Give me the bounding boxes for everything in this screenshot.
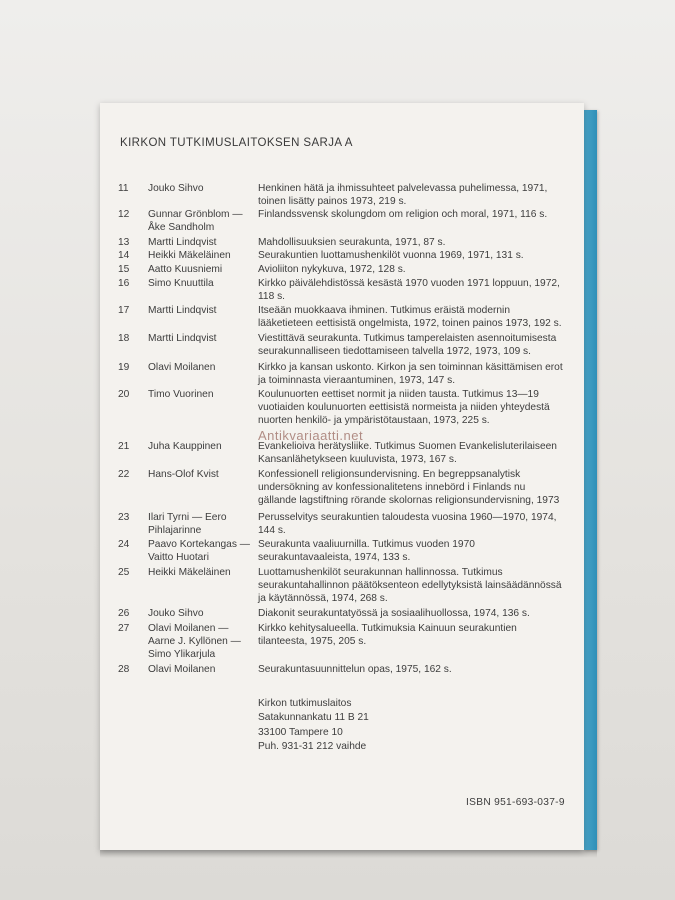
entry-author: Gunnar Grönblom — Åke Sandholm [148, 209, 243, 233]
entry-author: Jouko Sihvo [148, 183, 204, 194]
entry-number: 26 [118, 608, 130, 619]
entry-title: Evankelioiva herätysliike. Tutkimus Suomen Evankelisluterilaiseen Kansanlähetykseen kuuluvista, 1973, 167 s. [258, 441, 557, 465]
entry-number: 22 [118, 469, 130, 480]
address-line: Satakunnankatu 11 B 21 [258, 712, 369, 724]
entry-number: 25 [118, 567, 130, 578]
entry-author: Aatto Kuusniemi [148, 264, 223, 275]
entry-number: 19 [118, 362, 130, 373]
entry-author: Heikki Mäkeläinen [148, 250, 231, 261]
entry-title: Kirkko ja kansan uskonto. Kirkon ja sen toiminnan käsittämisen erot ja toiminnasta vieraantuminen, 1973, 147 s. [258, 362, 563, 386]
entry-number: 28 [118, 664, 130, 675]
entry-title: Finlandssvensk skolungdom om religion och moral, 1971, 116 s. [258, 209, 548, 220]
entry-number: 21 [118, 441, 130, 452]
entry-number: 13 [118, 237, 130, 248]
entry-title: Diakonit seurakuntatyössä ja sosiaalihuollossa, 1974, 136 s. [258, 608, 530, 619]
entry-number: 12 [118, 209, 130, 220]
entry-number: 16 [118, 278, 130, 289]
entry-title: Seurakunta vaaliuurnilla. Tutkimus vuoden 1970 seurakuntavaaleista, 1974, 133 s. [258, 539, 475, 563]
entry-title: Konfessionell religionsundervisning. En begreppsanalytisk undersökning av konfessionalitetens innebörd i Finlands nu gällande lagstiftning rörande skolornas religionsundervisning, 1973 [258, 469, 560, 506]
entry-title: Itseään muokkaava ihminen. Tutkimus eräistä modernin lääketieteen eettisistä ongelmista, 1972, toinen painos 1973, 192 s. [258, 305, 562, 329]
entry-author: Olavi Moilanen — Aarne J. Kyllönen — Simo Ylikarjula [148, 623, 241, 660]
entry-author: Juha Kauppinen [148, 441, 222, 452]
entry-title: Henkinen hätä ja ihmissuhteet palvelevassa puhelimessa, 1971, toinen lisätty painos 1973, 219 s. [258, 183, 548, 207]
entry-number: 17 [118, 305, 130, 316]
entry-title: Perusselvitys seurakuntien taloudesta vuosina 1960—1970, 1974, 144 s. [258, 512, 557, 536]
entry-author: Timo Vuorinen [148, 389, 214, 400]
entry-title: Kirkko kehitysalueella. Tutkimuksia Kainuun seurakuntien tilanteesta, 1975, 205 s. [258, 623, 517, 647]
entry-author: Paavo Kortekangas — Vaitto Huotari [148, 539, 250, 563]
series-title: KIRKON TUTKIMUSLAITOKSEN SARJA A [120, 137, 353, 149]
entry-author: Olavi Moilanen [148, 664, 216, 675]
entry-author: Martti Lindqvist [148, 305, 217, 316]
entry-number: 14 [118, 250, 130, 261]
address-line: Kirkon tutkimuslaitos [258, 698, 352, 709]
entry-author: Simo Knuuttila [148, 278, 214, 289]
entry-number: 27 [118, 623, 130, 634]
entry-author: Heikki Mäkeläinen [148, 567, 231, 578]
entry-title: Mahdollisuuksien seurakunta, 1971, 87 s. [258, 237, 446, 248]
entry-number: 11 [118, 183, 129, 194]
entry-author: Ilari Tyrni — Eero Pihlajarinne [148, 512, 227, 536]
isbn-label: ISBN 951-693-037-9 [466, 797, 565, 808]
entry-number: 18 [118, 333, 130, 344]
entry-title: Seurakuntien luottamushenkilöt vuonna 1969, 1971, 131 s. [258, 250, 524, 261]
watermark-text: Antikvariaatti.net [258, 428, 364, 443]
entry-author: Jouko Sihvo [148, 608, 204, 619]
entry-title: Seurakuntasuunnittelun opas, 1975, 162 s. [258, 664, 452, 675]
entry-number: 24 [118, 539, 130, 550]
entry-author: Martti Lindqvist [148, 333, 217, 344]
entry-title: Viestittävä seurakunta. Tutkimus tamperelaisten asennoitumisesta seurakunnalliseen tiedottamiseen talvella 1972, 1973, 109 s. [258, 333, 557, 357]
entry-title: Avioliiton nykykuva, 1972, 128 s. [258, 264, 406, 275]
entry-title: Koulunuorten eettiset normit ja niiden tausta. Tutkimus 13—19 vuotiaiden koulunuorten eettisistä normeista ja niiden yhteydestä nuorten henkilö- ja ympäristötaustaan, 1973, 225 s. [258, 389, 550, 426]
entry-number: 20 [118, 389, 130, 400]
entry-author: Martti Lindqvist [148, 237, 217, 248]
entry-title: Kirkko päivälehdistössä kesästä 1970 vuoden 1971 loppuun, 1972, 118 s. [258, 278, 560, 302]
address-line: Puh. 931-31 212 vaihde [258, 740, 367, 752]
entry-author: Hans-Olof Kvist [148, 469, 219, 480]
entry-number: 15 [118, 264, 130, 275]
entry-author: Olavi Moilanen [148, 362, 216, 373]
entry-title: Luottamushenkilöt seurakunnan hallinnossa. Tutkimus seurakuntahallinnon päätöksenteon edellytyksistä lainsäädännössä ja käytännössä, 1974, 268 s. [258, 567, 562, 604]
publisher-address [258, 697, 369, 754]
address-line: 33100 Tampere 10 [258, 726, 343, 738]
entry-number: 23 [118, 512, 130, 523]
